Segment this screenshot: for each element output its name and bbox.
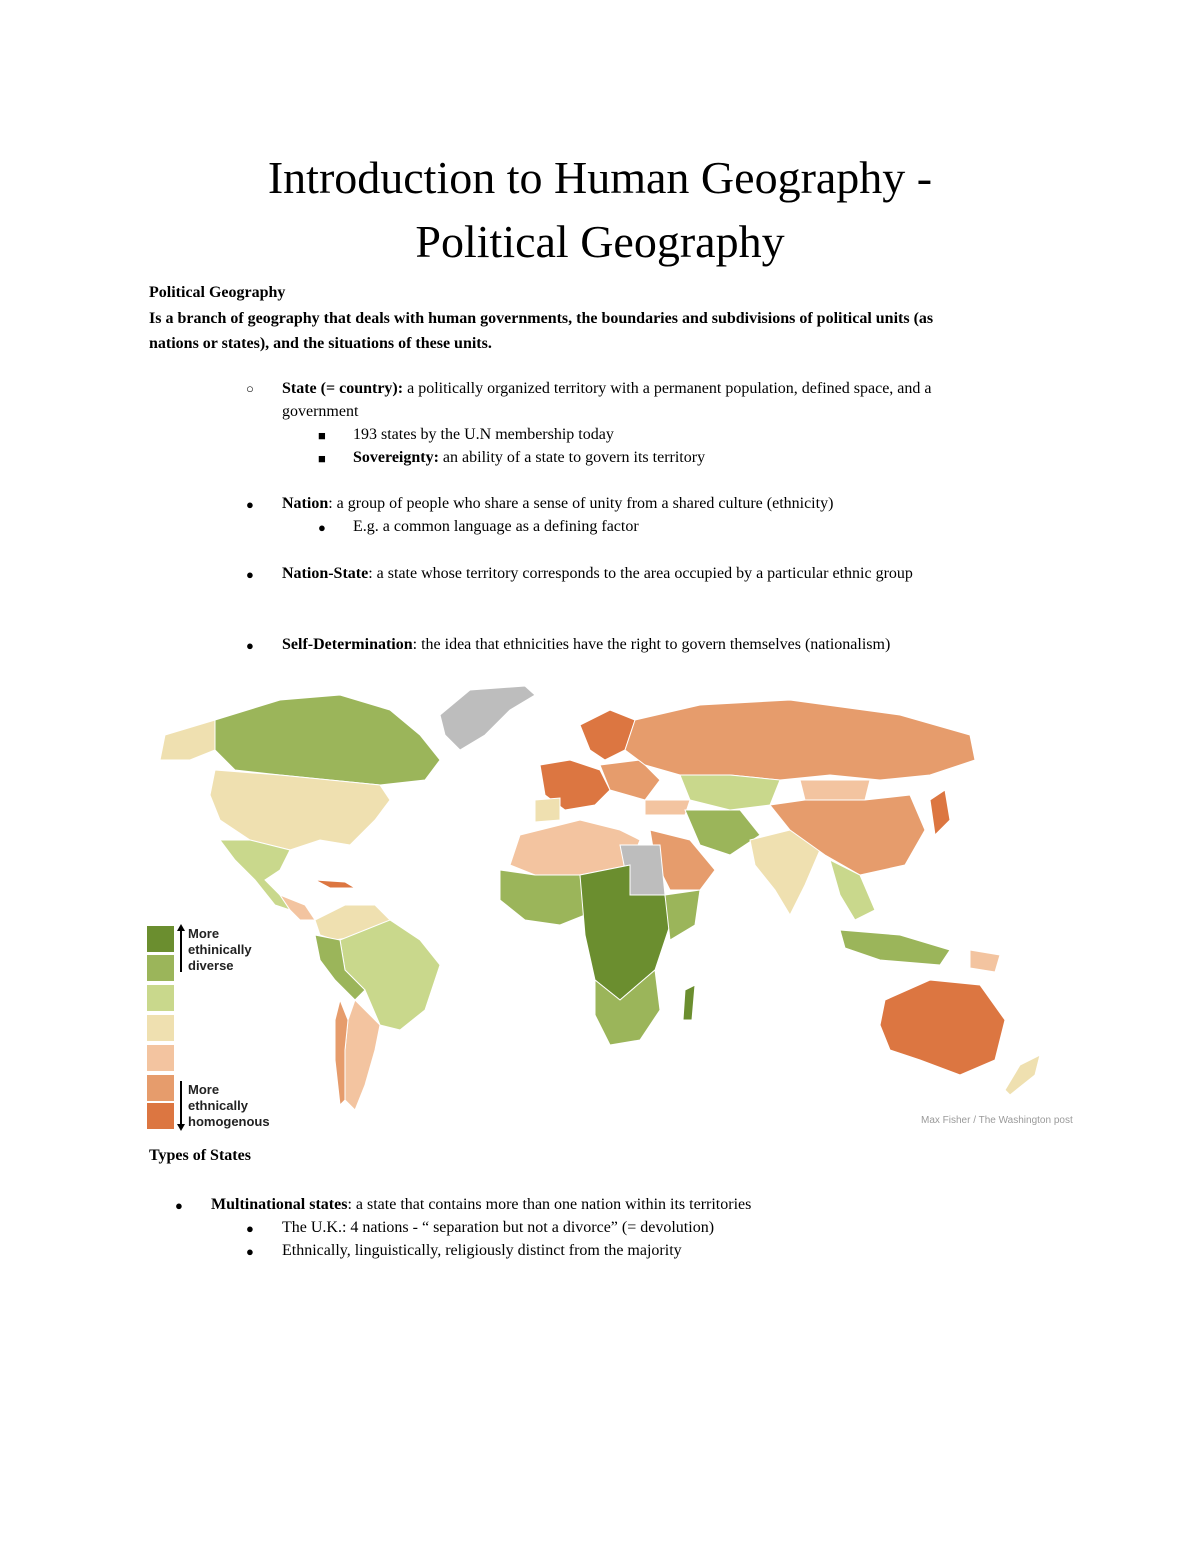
self-determination-text: : the idea that ethnicities have the right to govern themselves (nationalism) [412, 636, 891, 653]
legend-diverse-line-2: ethinically [188, 942, 252, 957]
nation-sub-bullet: ● [318, 520, 326, 535]
map-caribbean [315, 880, 355, 888]
map-russia [625, 700, 975, 780]
map-west-africa [500, 870, 585, 925]
self-determination-bullet: ● [246, 638, 254, 653]
map-japan [930, 790, 950, 835]
definition-line-1: Is a branch of geography that deals with human governments, the boundaries and subdivisions of political units (as [149, 310, 934, 327]
self-determination-term: Self-Determination [282, 636, 413, 653]
political-geography-definition [149, 306, 1039, 356]
multinational-sub-bullet-2: ● [246, 1244, 254, 1259]
state-term: State (= country): [282, 380, 404, 397]
nation-state-bullet: ● [246, 567, 254, 582]
multinational-sub-item-2: Ethnically, linguistically, religiously distinct from the majority [282, 1242, 682, 1259]
map-greenland [440, 686, 535, 750]
legend-swatch-3 [147, 985, 174, 1011]
map-png [970, 950, 1000, 972]
legend-swatch-4 [147, 1015, 174, 1041]
map-iberia [535, 798, 560, 822]
multinational-text: : a state that contains more than one nation within its territories [347, 1196, 752, 1213]
legend-swatch-6 [147, 1075, 174, 1101]
legend-down-arrow-icon [176, 1081, 186, 1131]
nation-state-term: Nation-State [282, 565, 369, 582]
legend-homogenous-line-1: More [188, 1082, 220, 1097]
map-mexico [220, 840, 290, 910]
multinational-sub-bullet-1: ● [246, 1221, 254, 1236]
multinational-sub-item-1: The U.K.: 4 nations - “ separation but not a divorce” (= devolution) [282, 1219, 715, 1236]
nation-term: Nation [282, 495, 329, 512]
legend-swatch-2 [147, 955, 174, 981]
state-sub-bullet-1: ■ [318, 428, 326, 443]
term-multinational [211, 1193, 751, 1216]
state-sub-item-1 [353, 423, 614, 446]
multinational-term: Multinational states [211, 1196, 348, 1213]
nation-text: : a group of people who share a sense of unity from a shared culture (ethnicity) [328, 495, 834, 512]
term-state [282, 377, 1012, 423]
state-sub-item-2 [353, 446, 705, 469]
map-east-africa [665, 890, 700, 940]
state-text-1: a politically organized territory with a permanent population, defined space, and a [403, 380, 932, 397]
page-title-line-1: Introduction to Human Geography - [267, 152, 933, 203]
legend-homogenous-line-3: homogenous [188, 1114, 270, 1129]
nation-bullet: ● [246, 497, 254, 512]
legend-swatch-5 [147, 1045, 174, 1071]
map-madagascar [683, 985, 695, 1020]
map-indonesia [840, 930, 950, 965]
term-nation [282, 492, 833, 515]
nation-sub-item: E.g. a common language as a defining factor [353, 518, 639, 535]
state-bullet: ○ [246, 381, 254, 396]
state-sub-bullet-2: ■ [318, 451, 326, 466]
map-scandinavia [580, 710, 635, 760]
term-nation-state [282, 562, 913, 585]
sovereignty-text: an ability of a state to govern its territory [438, 449, 706, 466]
state-text-2: government [282, 403, 359, 420]
map-australia [880, 980, 1005, 1075]
page-title-line-2: Political Geography [415, 216, 785, 267]
definition-line-2: nations or states), and the situations of these units. [149, 335, 492, 352]
legend-up-arrow-icon [176, 924, 186, 972]
map-turkey [645, 800, 690, 815]
term-self-determination [282, 633, 890, 656]
types-of-states-heading: Types of States [149, 1147, 251, 1164]
map-canada [215, 695, 440, 785]
map-alaska [160, 720, 215, 760]
nation-state-text: : a state whose territory corresponds to the area occupied by a particular ethnic group [368, 565, 913, 582]
legend-diverse-label [188, 926, 252, 974]
legend-homogenous-label [188, 1082, 270, 1130]
map-kazakhstan [680, 775, 780, 810]
ethnic-diversity-world-map [140, 680, 1060, 1135]
legend-swatch-7 [147, 1103, 174, 1129]
map-new-zealand [1005, 1055, 1040, 1095]
political-geography-heading: Political Geography [149, 284, 286, 301]
map-mongolia [800, 780, 870, 800]
sovereignty-term: Sovereignty: [353, 449, 439, 466]
map-credit: Max Fisher / The Washington post [921, 1115, 1073, 1126]
legend-diverse-line-3: diverse [188, 958, 234, 973]
legend-swatch-1 [147, 926, 174, 952]
legend-diverse-line-1: More [188, 926, 220, 941]
map-argentina [345, 1000, 380, 1110]
legend-homogenous-line-2: ethnically [188, 1098, 248, 1113]
state-sub-text-1: 193 states by the U.N membership today [353, 426, 614, 443]
multinational-bullet: ● [175, 1198, 183, 1213]
